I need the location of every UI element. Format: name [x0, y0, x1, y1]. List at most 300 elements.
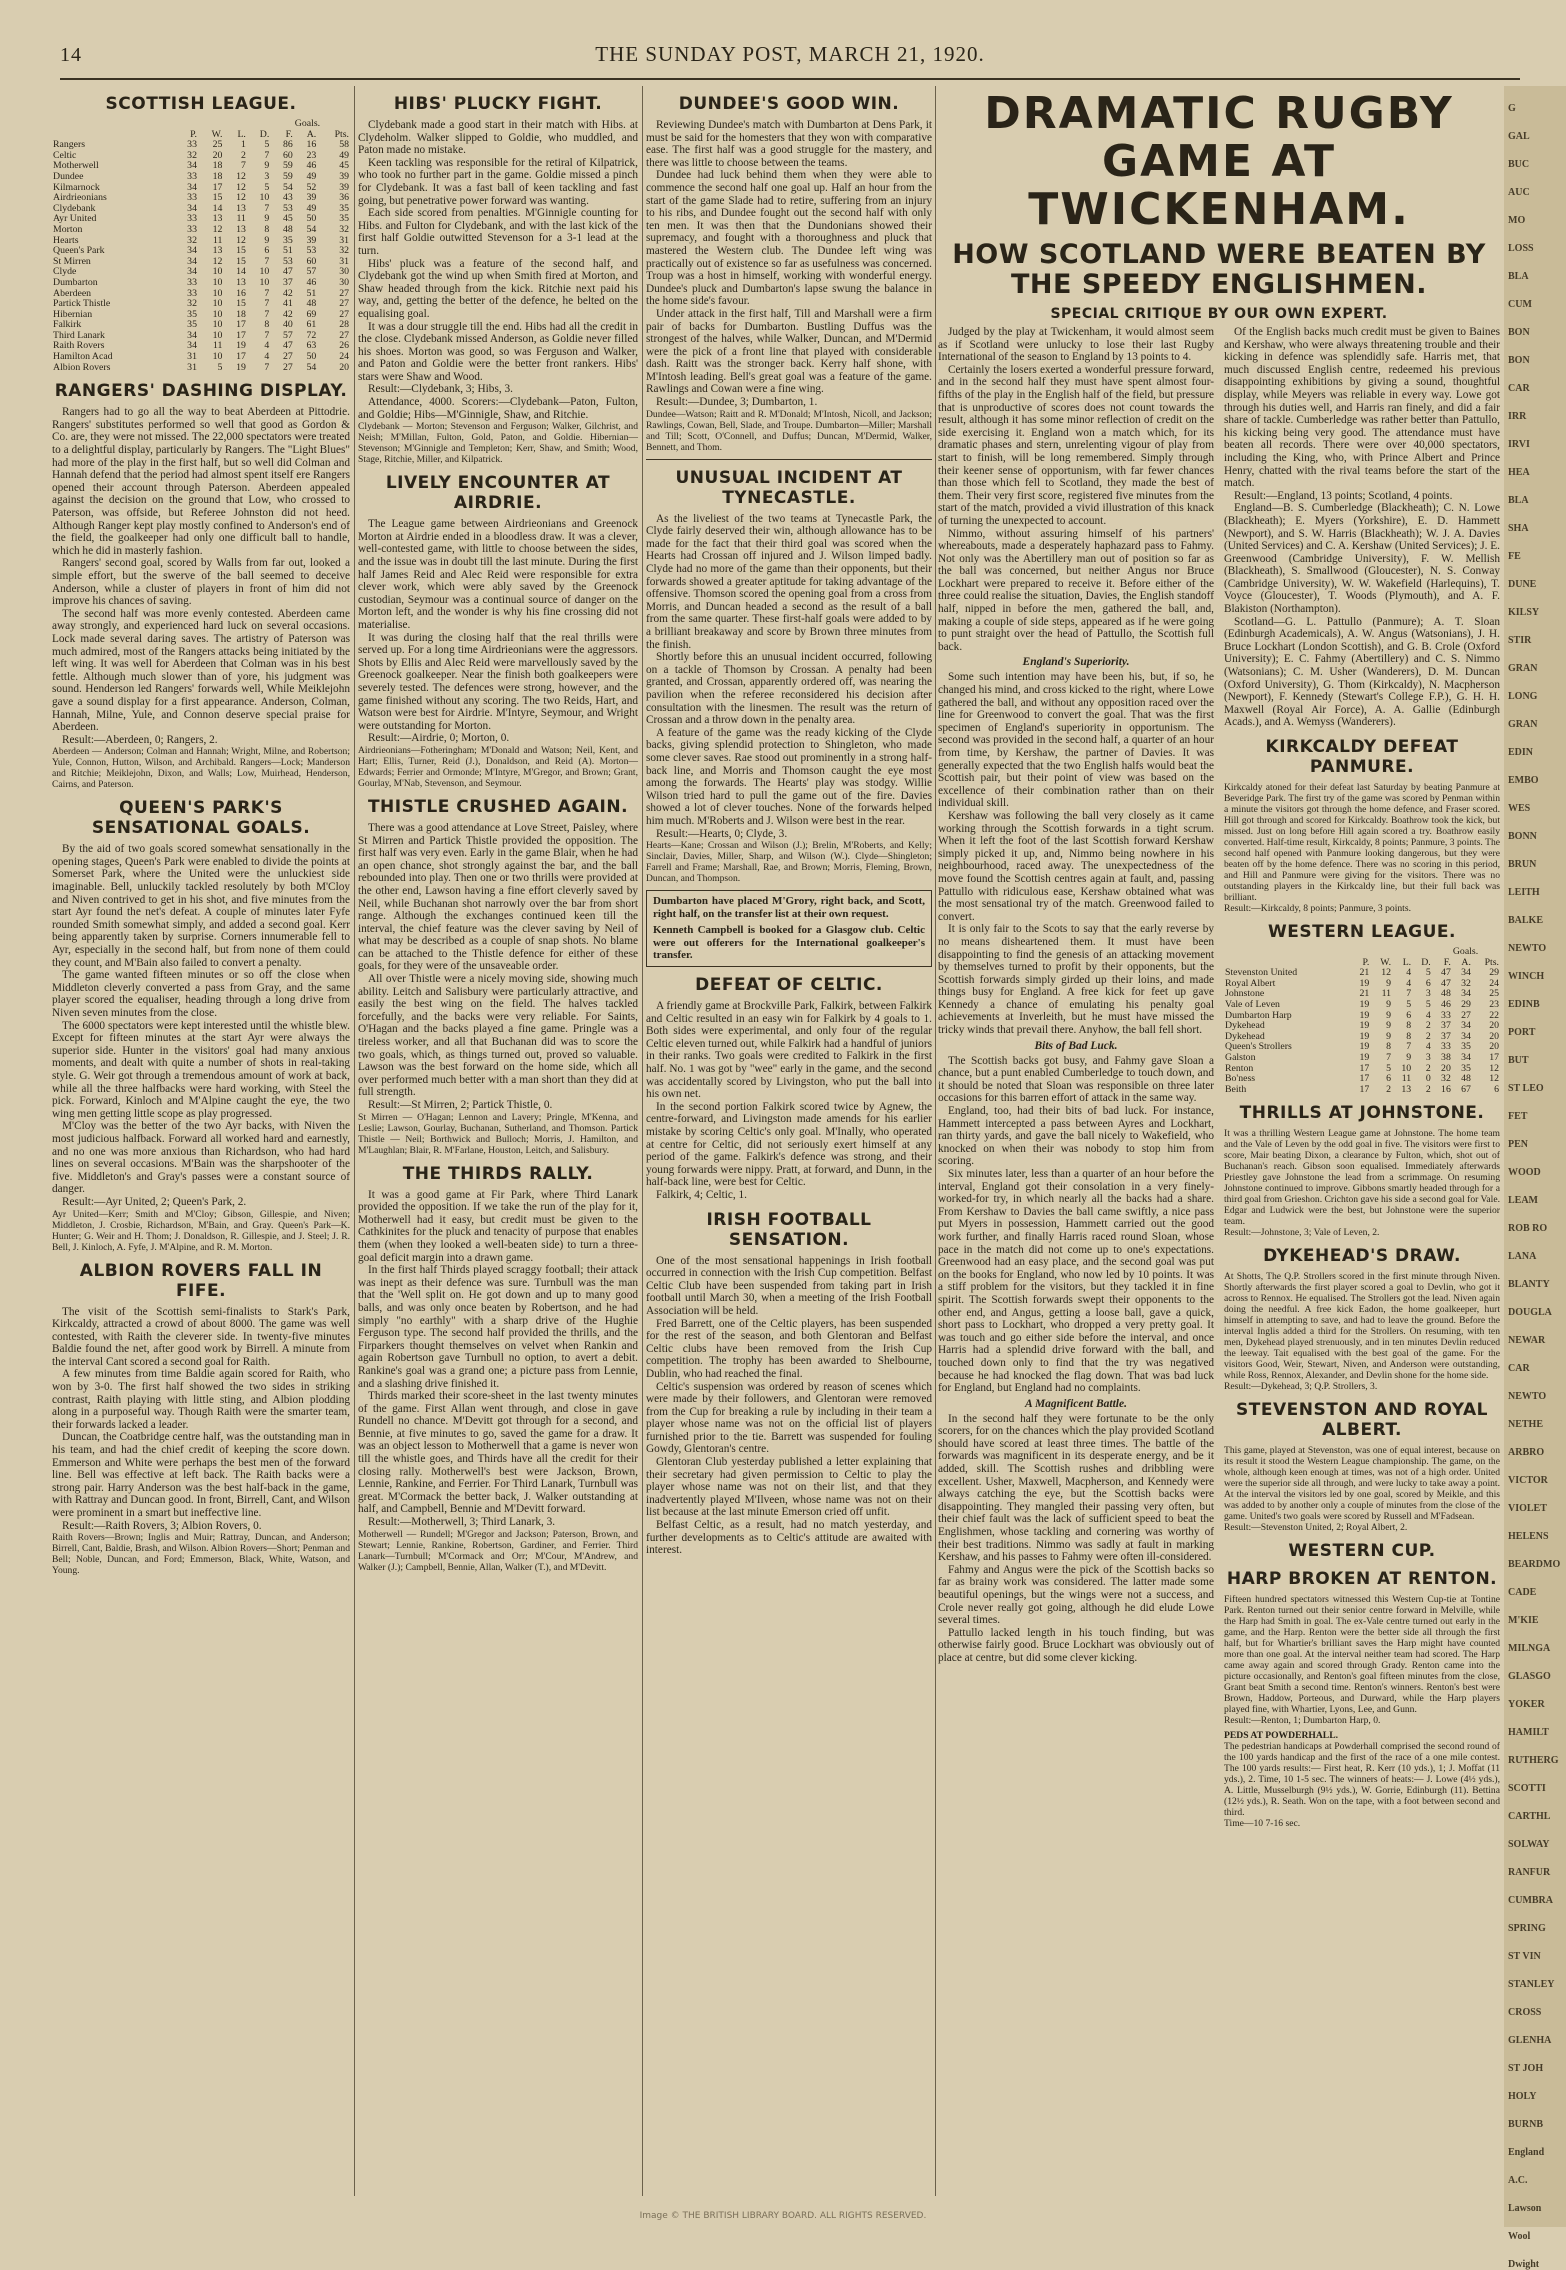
scottish-league-heading: SCOTTISH LEAGUE. — [105, 94, 297, 114]
stat-cell: 48 — [282, 223, 293, 235]
stat-cell: 5 — [217, 361, 223, 373]
edge-text-fragment: VICTOR — [1508, 1475, 1548, 1486]
rugby-paragraph: Scotland—G. L. Pattullo (Panmure); A. T. Sloan (Edinburgh Academicals), A. W. Angus (Watsonians), J. H. Bruce Lockhart (London Scottish), and G. B. Crole (Oxford University); E. C. Fahmy (Abertillery) and C. S. Nimmo (Watsonians); C. M. Usher (Wanderers), D. M. Duncan (Oxford University), G. Thom (Kirkcaldy), N. Macpherson (Newport), F. Kennedy (Stewart's College F.P.), G. H. H. Maxwell (Royal Air Force), A. A. Gallie (Edinburgh Acads.), and A. Wemyss (Wanderers). — [1224, 615, 1500, 729]
stat-cell: 38 — [1441, 1051, 1451, 1063]
stat-cell: 10 — [259, 266, 270, 278]
edge-text-fragment: DUNE — [1508, 579, 1537, 590]
stat-cell: 10 — [259, 192, 270, 204]
edge-text-fragment: FET — [1508, 1111, 1528, 1122]
page-number: 14 — [60, 44, 82, 66]
stat-cell: 35 — [339, 213, 349, 225]
celtic-heading: DEFEAT OF CELTIC. — [695, 975, 883, 996]
stat-cell: 31 — [187, 351, 197, 363]
stat-cell: 33 — [187, 223, 197, 235]
edge-text-fragment: FE — [1508, 551, 1521, 562]
goals-label: Goals. — [1452, 946, 1479, 957]
thirds-paragraph: In the first half Thirds played scraggy football; their attack was inept as their defence was sure. Turnbull was the man that the 'Well split on. He got down and up to many good balls, and was only once beaten by Robertson, and he had simply "no earthly" with a sharp drive of the Hughie Ferguson type. The second half provided the thrills, and the Firparkers thought themselves on velvet when Rankin and again Robertson gave Turnbull no option, to avert a debit. Rankine's goal was a grand one; a picture pass from Lennie, and a slashing drive finished it. — [358, 1264, 638, 1390]
copyright-footer: Image © THE BRITISH LIBRARY BOARD. ALL RIGHTS RESERVED. — [639, 2211, 927, 2221]
stat-cell: 2 — [1386, 1083, 1392, 1095]
column-1 — [52, 86, 350, 2196]
scottish-league-table — [52, 119, 350, 373]
stat-cell: 69 — [306, 308, 317, 320]
edge-text-fragment: EDIN — [1508, 747, 1534, 758]
celtic-article — [646, 1000, 932, 1202]
stat-cell: 24 — [1489, 977, 1499, 989]
stat-cell: 16 — [236, 287, 246, 299]
tynecastle-teams: Hearts—Kane; Crossan and Wilson (J.); Brelin, M'Roberts, and Kelly; Sinclair, Davies, Miller, Sharp, and Wilson (W.). Clyde—Shingleton; Farrell and Frame; Marshall, Rae, and Brown; Morris, Fleming, Brown, Duncan, and Thompson. — [646, 840, 932, 885]
stat-cell: 19 — [1359, 1051, 1370, 1063]
stat-cell: 53 — [282, 202, 293, 214]
adjacent-page-edge — [1504, 86, 1566, 2270]
edge-text-fragment: BRUN — [1508, 859, 1537, 870]
stat-cell: 12 — [212, 223, 223, 235]
stat-cell: 4 — [1425, 1041, 1431, 1053]
stat-cell: 27 — [282, 351, 293, 363]
stat-cell: 27 — [339, 287, 349, 299]
stat-cell: 9 — [1386, 1030, 1392, 1042]
edge-text-fragment: Lawson — [1508, 2203, 1542, 2214]
stat-cell: 51 — [306, 287, 317, 299]
stat-cell: 9 — [264, 234, 270, 246]
edge-text-fragment: WINCH — [1508, 971, 1545, 982]
stat-cell: 6 — [264, 245, 270, 257]
stat-cell: 15 — [236, 245, 246, 257]
queens-park-paragraph: Result:—Ayr United, 2; Queen's Park, 2. — [62, 1195, 247, 1208]
edge-text-fragment: WES — [1508, 803, 1531, 814]
column-header: P. — [190, 128, 197, 140]
stevenston-heading: STEVENSTON AND ROYAL ALBERT. — [1236, 1400, 1488, 1441]
irish-article — [646, 1255, 932, 1557]
stat-cell: 25 — [1489, 988, 1499, 1000]
rugby-paragraph: Judged by the play at Twickenham, it would almost seem as if Scotland were unlucky to lose their last Rugby International of the season to England by 13 points to 4. — [938, 326, 1214, 364]
tynecastle-paragraph: As the liveliest of the two teams at Tynecastle Park, the Clyde fairly deserved their win, although allowance has to be made for the fact that their third goal was scored when the Hearts had Crossan off injured and J. Wilson limped badly. Clyde had no more of the game than their opponents, but their forwards showed a greater aptitude for taking advantage of the offensive. Thomson scored the opening goal from a cross from Morris, and Duncan headed a second as the result of a ball from the same quarter. These first-half goals were added to by a brilliant breakaway and score by Brown three minutes from the finish. — [646, 512, 932, 651]
western-cup-heading: WESTERN CUP. — [1288, 1541, 1436, 1562]
stat-cell: 15 — [236, 255, 246, 267]
stat-cell: 14 — [236, 266, 246, 278]
edge-text-fragment: KILSY — [1508, 607, 1540, 618]
stat-cell: 7 — [264, 329, 270, 341]
stat-cell: 13 — [236, 223, 246, 235]
rugby-left-column — [938, 326, 1214, 1829]
stat-cell: 17 — [1489, 1051, 1499, 1063]
stat-cell: 10 — [212, 276, 223, 288]
airdrie-paragraph: The League game between Airdrieonians and Greenock Morton at Airdrie ended in a bloodless draw. It was a clever, well-contested game, with little to choose between the sides, and the issue was in doubt till the last minute. During the first half James Reid and Alec Reid were responsible for extra clever work, which were ably saved by the Greenock custodian, Seymour was a continual source of danger on the Morton left, and the wonder is why his fine crossing did not materialise. — [358, 518, 638, 631]
edge-text-fragment: LOSS — [1508, 243, 1534, 254]
edge-text-fragment: ST VIN — [1508, 1951, 1541, 1962]
stat-cell: 18 — [212, 160, 223, 172]
stat-cell: 3 — [264, 170, 270, 182]
stat-cell: 12 — [212, 255, 223, 267]
rugby-paragraph: Fahmy and Angus were the pick of the Scottish backs so far as brainy work was considered. The latter made some beautiful openings, but the wings were not a success, and Crole never really got going, although he did elude Lowe several times. — [938, 1563, 1214, 1627]
harp-text: Fifteen hundred spectators witnessed this Western Cup-tie at Tontine Park. Renton turned out their senior centre forward in Melville, while the Harp had Smith in goal. The ex-Vale centre turned out early in the game, and the Harp. Renton were the better side all through the first half, but for Whartier's brilliant saves the Harp might have counted more than one goal. At the interval neither team had scored. The Harp came away again and scored through Grady. Renton came into the picture occasionally, and Renton's goal fifteen minutes from the close, Grant beat Smith a second time. Renton's winners. Renton's best were Brown, Haddow, Porteous, and Durward, while the Harp players played fine, with Whartier, Lyons, Lee, and Gunn. — [1224, 1594, 1500, 1716]
team-name: Hibernian — [53, 308, 93, 320]
irish-paragraph: Fred Barrett, one of the Celtic players, has been suspended for the rest of the season, and both Glentoran and Belfast Celtic clubs have been removed from the Irish Cup competition. The trophy has been awarded to Shelbourne, Dublin, who had reached the final. — [646, 1317, 932, 1380]
masthead — [60, 40, 1520, 74]
team-name: St Mirren — [53, 255, 91, 267]
stat-cell: 7 — [264, 287, 270, 299]
edge-text-fragment: ST JOH — [1508, 2063, 1544, 2074]
column-header: L. — [1402, 956, 1412, 968]
stat-cell: 20 — [1489, 1030, 1499, 1042]
johnstone-text: It was a thrilling Western League game at Johnstone. The home team and the Vale of Leven by the odd goal in five. The visitors were first to score, Mair beating Dixon, a clearance by Fulton, which, shot out of Buchanan's reach. Gibson soon equalised. Immediately afterwards Priestley gave Johnstone the lead from a scrimmage. On resuming Johnstone continued to improve. Gibbons smartly headed through for a third goal from Grieshon. Crichton gave his side a second goal for Vale. Edgar and Ludwick were the best, but Johnstone were the superior team. — [1224, 1128, 1500, 1228]
team-name: Dumbarton — [53, 276, 98, 288]
stat-cell: 47 — [282, 266, 293, 278]
edge-text-fragment: GRAN — [1508, 663, 1538, 674]
thistle-paragraph: Result:—St Mirren, 2; Partick Thistle, 0. — [368, 1099, 553, 1111]
stat-cell: 34 — [187, 340, 197, 352]
tynecastle-article — [646, 513, 932, 840]
column-header: W. — [211, 128, 223, 140]
rangers-paragraph: Rangers' second goal, scored by Walls from far out, looked a simple effort, but the swerve of the ball seemed to deceive Anderson, while a cluster of players in front of him did not improve his chances of saving. — [52, 557, 350, 608]
stat-cell: 10 — [259, 276, 270, 288]
stat-cell: 50 — [306, 213, 317, 225]
edge-text-fragment: MILNGA — [1508, 1643, 1551, 1654]
rugby-paragraph: England, too, had their bits of bad luck. For instance, Hammett intercepted a pass between Ayres and Lockhart, ran thirty yards, and gave the ball nicely to Wakefield, who knocked on when their was nobody to stop him from scoring. — [938, 1105, 1214, 1168]
column-header: W. — [1380, 956, 1392, 968]
stat-cell: 15 — [212, 192, 223, 204]
stat-cell: 16 — [1441, 1083, 1451, 1095]
stat-cell: 11 — [236, 213, 246, 225]
edge-text-fragment: LONG — [1508, 691, 1538, 702]
johnstone-result: Result:—Johnstone, 3; Vale of Leven, 2. — [1224, 1227, 1380, 1239]
airdrie-paragraph: It was during the closing half that the real thrills were served up. For a long time Airdrieonians were the aggressors. Shots by Ellis and Alec Reid were marvellously saved by the Greenock goalkeeper. Near the finish both goalkeepers were severely tested. The defences were strong, however, and the game finished without any scoring. The two Reids, Hart, and Watson were best for Airdrie. M'Intyre, Seymour, and Wright were outstanding for Morton. — [358, 631, 638, 732]
stat-cell: 12 — [1381, 967, 1392, 979]
table-row — [52, 310, 350, 321]
albion-paragraph: A few minutes from time Baldie again scored for Raith, who won by 3-0. The first half showed the two sides in striking contrast, Raith playing with little sting, and Albion plodding along in a purposeful way. Though Raith were the smarter team, their forwards lacked a leader. — [52, 1368, 350, 1431]
stat-cell: 32 — [1461, 977, 1471, 989]
stat-cell: 19 — [236, 340, 246, 352]
stat-cell: 21 — [1359, 988, 1370, 1000]
queens-park-teams: Ayr United—Kerr; Smith and M'Cloy; Gibson, Gillespie, and Niven; Middleton, J. Crosbie, Richardson, M'Bain, and Gray. Queen's Park—K. Hunter; G. Weir and H. Thom; J. Donaldson, R. Gillespie, and J. Steel; J. R. Bell, J. Kinloch, A. Fyfe, J. M'Alpine, and R. M. Morton. — [52, 1208, 350, 1253]
stat-cell: 42 — [282, 287, 293, 299]
kirkcaldy-text: Kirkcaldy atoned for their defeat last Saturday by beating Panmure at Beveridge Park. The first try of the game was scored by Penman within a minute the visitors got through the home defence, and Fraser scored. Hill got through and scored for Kirkcaldy. Boathrow took the kick, but missed. Just on long before Hill again scored a try. Boathrow easily converted. Half-time result, Kirkcaldy, 8 points; Panmure, 3 points. The second half opened with Panmure looking dangerous, but they were beaten off by the home defence. There was no scoring in this period, and Hill and Panmure were giving for the visitors. There was no outstanding players in the Kirkcaldy line, but their full back was brilliant. — [1224, 782, 1500, 903]
rugby-paragraph: Kershaw was following the ball very closely as it came working through the Scottish forwards in a tight scrum. When it left the foot of the last Scottish forward Kershaw simply picked it up, and, Nimmo being nowhere in his neighbourhood, raced away. The unexpectedness of the move found the Scottish centres again at fault, and, passing Pattullo with ridiculous ease, Kershaw obtained what was the most sensational try of the match. Greenwood failed to convert. — [938, 809, 1214, 923]
rangers-paragraph: Result:—Aberdeen, 0; Rangers, 2. — [62, 733, 218, 746]
thirds-teams: Motherwell — Rundell; M'Gregor and Jackson; Paterson, Brown, and Stewart; Lennie, Rankine, Robertson, Gardiner, and Ferrier. Third Lanark—Turnbull; M'Cormack and Orr; M'Cour, M'Andrew, and Walker (J.); Campbell, Bennie, Allan, Walker (T.), and M'Devitt. — [358, 1528, 638, 1573]
stat-cell: 34 — [1461, 1020, 1471, 1032]
stat-cell: 19 — [1359, 977, 1370, 989]
team-name: Falkirk — [53, 319, 82, 331]
stat-cell: 60 — [282, 149, 293, 161]
thistle-heading: THISTLE CRUSHED AGAIN. — [367, 796, 629, 817]
stat-cell: 9 — [1386, 977, 1392, 989]
hibs-paragraph: Result:—Clydebank, 3; Hibs, 3. — [368, 383, 513, 396]
edge-text-fragment: CAR — [1508, 1363, 1530, 1374]
tynecastle-heading: UNUSUAL INCIDENT AT TYNECASTLE. — [675, 467, 903, 508]
stat-cell: 47 — [1441, 977, 1451, 989]
stat-cell: 2 — [1425, 1020, 1431, 1032]
thistle-paragraph: All over Thistle were a nicely moving side, showing much ability. Leitch and Salisbury were particularly attractive, and easily the best wing on the field. The halves tackled forcefully, and the backs were very reliable. For Saints, O'Hagan and the backs played a fine game. Pringle was a tireless worker, and all that Buchanan did was to score the two goals, which, as things turned out, proved so valuable. Lawson was the best forward on the home side, which all over performed much better with a man short than they did at full strength. — [358, 973, 638, 1099]
stat-cell: 24 — [339, 351, 349, 363]
stat-cell: 59 — [282, 170, 293, 182]
column-divider — [354, 86, 355, 2196]
stat-cell: 45 — [339, 160, 349, 172]
team-name: Beith — [1225, 1083, 1247, 1095]
table-row — [52, 363, 350, 374]
stat-cell: 49 — [339, 149, 349, 161]
edge-text-fragment: NEWAR — [1508, 1335, 1546, 1346]
stat-cell: 17 — [212, 181, 223, 193]
edge-text-fragment: CROSS — [1508, 2007, 1542, 2018]
stat-cell: 39 — [339, 181, 349, 193]
thirds-paragraph: Thirds marked their score-sheet in the last twenty minutes of the game. First Allan went through, and close in gave Rundell no chance. M'Devitt got through for a second, and Bennie, at five minutes to go, saved the game for a draw. It was an object lesson to Motherwell that a game is never won till the whistle goes, and Thirds have all the credit for their closing rally. Motherwell's best were Jackson, Brown, Lennie, Rankine, and Ferrier. For Third Lanark, Turnbull was great. M'Cormack the better back, J. Walker outstanding at half, and Campbell, Bennie and M'Devitt forward. — [358, 1390, 638, 1516]
rugby-sub-superiority: England's Superiority. — [1022, 656, 1130, 669]
stat-cell: 5 — [1386, 1062, 1392, 1074]
thistle-paragraph: There was a good attendance at Love Street, Paisley, where St Mirren and Partick Thistle provided the opposition. The first half was very even. Early in the game Blair, when he had an open chance, shot strongly against the bar, and the ball rebounded into play. Then one or two thrills were provided at the other end, Lawson having a fine effort cleverly saved by Neil, while Buchanan shot narrowly over the bar from short range. Although the exchanges continued keen till the interval, the chief feature was the clever saving by Neil of what may be described as a couple of snap shots. No blame can be attached to the Thistle defence for either of these goals, for they were of the unsaveable order. — [358, 821, 638, 973]
stat-cell: 8 — [1406, 1030, 1412, 1042]
stat-cell: 13 — [1401, 1083, 1412, 1095]
airdrie-article — [358, 518, 638, 745]
stat-cell: 12 — [1489, 1062, 1499, 1074]
stat-cell: 11 — [1381, 988, 1392, 1000]
edge-text-fragment: IRR — [1508, 411, 1527, 422]
stat-cell: 7 — [264, 361, 270, 373]
edge-text-fragment: GLENHA — [1508, 2035, 1552, 2046]
stat-cell: 8 — [1386, 1041, 1392, 1053]
stat-cell: 3 — [1425, 1051, 1431, 1063]
edge-text-fragment: CAR — [1508, 383, 1530, 394]
edge-text-fragment: MO — [1508, 215, 1526, 226]
team-name: Aberdeen — [53, 287, 92, 299]
stat-cell: 34 — [187, 202, 197, 214]
rugby-critique-heading: SPECIAL CRITIQUE BY OUR OWN EXPERT. — [1050, 306, 1388, 322]
stat-cell: 7 — [264, 202, 270, 214]
stat-cell: 39 — [339, 170, 349, 182]
edge-text-fragment: LANA — [1508, 1251, 1537, 1262]
team-name: Celtic — [53, 149, 77, 161]
edge-text-fragment: BONN — [1508, 831, 1537, 842]
edge-text-fragment: BLANTY — [1508, 1279, 1550, 1290]
stat-cell: 67 — [1461, 1083, 1471, 1095]
stat-cell: 33 — [187, 170, 197, 182]
edge-text-fragment: PEN — [1508, 1139, 1528, 1150]
table-row — [52, 257, 350, 268]
harp-heading: HARP BROKEN AT RENTON. — [1226, 1569, 1498, 1590]
edge-text-fragment: CUM — [1508, 299, 1532, 310]
rangers-paragraph: The second half was more evenly contested. Aberdeen came away strongly, and experienced hard luck on several occasions. Lock made several daring saves. The artistry of Paterson was much admired, most of the Rangers attacks being initiated by the left wing. It was well for Aberdeen that Colman was in his best fettle. Although much slower than of yore, his judgment was sound. Henderson led Rangers' forwards well, While Meiklejohn gave a sound display for a first appearance. Anderson, Colman, Hannah, Milne, Yule, and Connon deserve special praise for Aberdeen. — [52, 607, 350, 734]
powderhall-heading: PEDS AT POWDERHALL. — [1224, 1730, 1338, 1742]
stat-cell: 4 — [264, 340, 270, 352]
edge-text-fragment: England — [1508, 2147, 1545, 2158]
stat-cell: 17 — [1359, 1073, 1370, 1085]
rugby-subhead: HOW SCOTLAND WERE BEATEN BY THE SPEEDY ENGLISHMEN. — [952, 239, 1486, 300]
stat-cell: 5 — [1425, 967, 1431, 979]
stat-cell: 46 — [306, 160, 317, 172]
edge-text-fragment: GRAN — [1508, 719, 1538, 730]
celtic-paragraph: In the second portion Falkirk scored twice by Agnew, the centre-forward, and Livingston made amends for his earlier mistake by scoring Celtic's only goal. M'Inally, who operated at centre for Celtic, did not seriously exert himself at any period of the game. Falkirk's defence was strong, and their young forwards were nippy. Pratt, at forward, and Dunn, in the half-back line, were best for Celtic. — [646, 1100, 932, 1189]
albion-paragraph: The visit of the Scottish semi-finalists to Stark's Park, Kirkcaldy, attracted a crowd of about 8000. The game was well contested, with Raith the cleverer side. In twenty-five minutes Baldie found the net, after good work by Birrell. A minute from the interval Cant scored a second goal for Raith. — [52, 1305, 350, 1368]
stat-cell: 6 — [1406, 1009, 1412, 1021]
edge-text-fragment: STANLEY — [1508, 1979, 1555, 1990]
stat-cell: 34 — [1461, 1051, 1471, 1063]
edge-text-fragment: BLA — [1508, 271, 1529, 282]
stat-cell: 19 — [1359, 998, 1370, 1010]
queens-park-heading: QUEEN'S PARK'S SENSATIONAL GOALS. — [91, 798, 311, 839]
stat-cell: 39 — [306, 234, 317, 246]
powderhall-text: The pedestrian handicaps at Powderhall comprised the second round of the 100 yards handicap and the first of the race of a one mile contest. The 100 yards results:— First heat, R. Kerr (10 yds.), 1; J. Moffat (11 yds.), 2. Time, 10 1-5 sec. The winners of heats:— J. Lowe (4½ yds.), A. Little, Musselburgh (9½ yds.), W. Gorrie, Edinburgh (11). Bettina (12½ yds.), R. Seath. Won on the tape, with a foot between second and third. — [1224, 1741, 1500, 1819]
table-row — [52, 161, 350, 172]
edge-text-fragment: HELENS — [1508, 1531, 1549, 1542]
stat-cell: 12 — [236, 234, 246, 246]
stat-cell: 13 — [236, 276, 246, 288]
edge-text-fragment: EMBO — [1508, 775, 1539, 786]
edge-text-fragment: EDINB — [1508, 999, 1540, 1010]
stat-cell: 5 — [264, 139, 270, 151]
stat-cell: 6 — [1425, 977, 1431, 989]
column-3 — [646, 86, 932, 2196]
column-divider — [935, 86, 936, 2196]
column-header: A. — [306, 128, 317, 140]
table-row — [1224, 1053, 1500, 1064]
stat-cell: 42 — [282, 308, 293, 320]
hibs-paragraph: Keen tackling was responsible for the retiral of Kilpatrick, who took no further part in the game. Goldie missed a pinch for Clydebank. It was a fast ball of keen tackling and fast going, but penetrative power forward was wanting. — [358, 156, 638, 207]
hibs-paragraph: Hibs' pluck was a feature of the second half, and Clydebank got the wind up when Smith fired at Morton, and Shaw headed through from the kick. Ritchie next paid his way, and, getting the better of the defence, he belted on the equalising goal. — [358, 257, 638, 320]
team-name: Renton — [1225, 1062, 1254, 1074]
stat-cell: 49 — [306, 170, 317, 182]
stat-cell: 33 — [187, 213, 197, 225]
irish-paragraph: Glentoran Club yesterday published a letter explaining that their secretary had given permission to Celtic to play the player whose name was not on their list, and that they inadvertently played M'Ilveen, whose name was not on their list because at the last minute Emerson cried off unfit. — [646, 1456, 932, 1519]
divider — [646, 459, 932, 460]
stat-cell: 40 — [282, 319, 293, 331]
stat-cell: 23 — [1489, 998, 1499, 1010]
stat-cell: 32 — [187, 298, 197, 310]
edge-text-fragment: NEWTO — [1508, 943, 1547, 954]
team-name: Bo'ness — [1225, 1073, 1256, 1085]
column-header: Pts. — [334, 128, 349, 140]
stat-cell: 19 — [1359, 1041, 1370, 1053]
stat-cell: 50 — [306, 351, 317, 363]
rugby-sub-battle: A Magnificent Battle. — [1025, 1397, 1127, 1410]
edge-text-fragment: M'KIE — [1508, 1615, 1539, 1626]
hibs-teams: Clydebank — Morton; Stevenson and Ferguson; Walker, Gilchrist, and Neish; M'Millan, Fulton, Gold, Paton, and Goldie. Hibernian—Stevenson; M'Ginnigle and Templeton; Kerr, Shaw, and Smith; Wood, Stage, Ritchie, Miller, and Kilpatrick. — [358, 421, 638, 466]
stat-cell: 10 — [1401, 1062, 1412, 1074]
hibs-paragraph: Attendance, 4000. Scorers:—Clydebank—Paton, Fulton, and Goldie; Hibs—M'Ginnigle, Shaw, and Ritchie. — [358, 396, 638, 421]
team-name: Dumbarton Harp — [1225, 1009, 1292, 1021]
stat-cell: 32 — [339, 223, 349, 235]
stat-cell: 4 — [1425, 1009, 1431, 1021]
stat-cell: 47 — [282, 340, 293, 352]
edge-text-fragment: SOLWAY — [1508, 1839, 1550, 1850]
stat-cell: 26 — [339, 340, 349, 352]
stat-cell: 9 — [1386, 1020, 1392, 1032]
albion-paragraph: Duncan, the Coatbridge centre half, was the outstanding man in his team, and had the chief credit of keeping the score down. Emmerson and White were perhaps the best men of the forward line. Bell was effective at left back. The Raith backs were a strong pair. Harry Anderson was the best half-back in the game, with Rattray and Duncan good. In front, Birrell, Cant, and Wilson were prominent in a smart but ineffective line. — [52, 1431, 350, 1519]
stat-cell: 54 — [306, 223, 317, 235]
edge-text-fragment: BALKE — [1508, 915, 1544, 926]
stat-cell: 9 — [264, 213, 270, 225]
stat-cell: 11 — [1401, 1073, 1412, 1085]
hibs-heading: HIBS' PLUCKY FIGHT. — [393, 94, 603, 114]
stat-cell: 31 — [187, 361, 197, 373]
table-row — [1224, 1085, 1500, 1096]
stat-cell: 29 — [1461, 998, 1471, 1010]
stat-cell: 48 — [306, 298, 317, 310]
thirds-paragraph: It was a good game at Fir Park, where Third Lanark provided the opposition. If we take the run of the play for it, Motherwell had it easy, but credit must be given to the Cathkinites for the pluck and tenacity of purpose that enables them (when they looked a well-beaten side) to turn a three-goal deficit margin into a drawn game. — [358, 1188, 638, 1264]
edge-text-fragment: BEARDMO — [1508, 1559, 1561, 1570]
stat-cell: 7 — [264, 298, 270, 310]
stat-cell: 33 — [187, 192, 197, 204]
stat-cell: 34 — [1461, 967, 1471, 979]
stat-cell: 17 — [236, 319, 246, 331]
edge-text-fragment: BUC — [1508, 159, 1530, 170]
stat-cell: 27 — [1461, 1009, 1471, 1021]
stat-cell: 12 — [236, 192, 246, 204]
queens-park-paragraph: The game wanted fifteen minutes or so off the close when Middleton cleverly converted a pass from Gray, and the same player scored the equaliser, heading through a long drive from Niven seven minutes from the close. — [52, 969, 350, 1019]
stat-cell: 13 — [212, 245, 223, 257]
column-header: F. — [1443, 956, 1451, 968]
stat-cell: 60 — [306, 255, 317, 267]
stat-cell: 22 — [1489, 1009, 1499, 1021]
stat-cell: 35 — [1461, 1041, 1471, 1053]
edge-text-fragment: VIOLET — [1508, 1503, 1547, 1514]
tynecastle-paragraph: A feature of the game was the ready kicking of the Clyde backs, giving splendid protection to Shingleton, who made some clever saves. Rae stood out prominently in a strong half-back line, and Morris and Thomson caught the eye most among the forwards. The Hearts' play was stodgy. Willie Wilson tried hard to pull the game out of the fire. Davies showed a lot of clever touches. None of the forwards helped him much. M'Roberts and J. Wilson were best in the rear. — [646, 726, 932, 827]
dykehead-text: At Shotts, The Q.P. Strollers scored in the first minute through Niven. Shortly afterwards the first player scored a goal to Devlin, who got it across to Rennox. He equalised. The Strollers got the lead. Niven again doing the needful. A free kick Eadon, the home goalkeeper, hurt himself in attempting to save, and had to leave the ground. Before the interval Inglis added a third for the Strollers. On resuming, with ten men, Dykehead played strenuously, and in ten minutes Devlin reduced the leeway. Tait equalised with the best goal of the game. For the visitors Good, Weir, Stewart, Niven, and Anderson were outstanding, while Ross, Rennox, Alexander, and Devlin shone for the home side. — [1224, 1271, 1500, 1382]
stat-cell: 37 — [1441, 1020, 1451, 1032]
edge-text-fragment: A.C. — [1508, 2175, 1528, 2186]
thistle-teams: St Mirren — O'Hagan; Lennon and Lavery; Pringle, M'Kenna, and Leslie; Lawson, Gourlay, Buchanan, Sutherland, and Thomson. Partick Thistle — Neil; Borthwick and Bulloch; Morris, J. Hamilton, and M'Laughlan; Blair, R. M'Farlane, Houston, Leitch, and Salisbury. — [358, 1111, 638, 1156]
irish-paragraph: One of the most sensational happenings in Irish football occurred in connection with the Irish Cup competition. Belfast Celtic Club have been suspended from taking part in Irish football until March 30, when a meeting of the Irish Football Association will be held. — [646, 1254, 932, 1317]
stat-cell: 17 — [236, 351, 246, 363]
thirds-heading: THE THIRDS RALLY. — [402, 1163, 594, 1184]
stat-cell: 21 — [1359, 967, 1370, 979]
queens-park-paragraph: The 6000 spectators were kept interested until the whistle blew. Except for fifteen minutes at the start Ayr were always the superior side. Hunter in the visitors' goal had many anxious moments, and dealt with quite a number of shots in real-taking style. G. Weir got through a tremendous amount of work at back, while all the three halfbacks were hard working, with Steel the pick. Forward, Kinloch and M'Alpine caught the eye, the two wing men getting little scope as play progressed. — [52, 1019, 350, 1120]
stat-cell: 34 — [187, 255, 197, 267]
team-name: Hamilton Acad — [53, 351, 113, 363]
stat-cell: 15 — [236, 298, 246, 310]
rugby-paragraph: England—B. S. Cumberledge (Blackheath); C. N. Lowe (Blackheath); E. Myers (Yorkshire), E. D. Hammett (Newport), and S. W. Harris (Blackheath); W. J. A. Davies (United Services) and C. A. Kershaw (United Services); J. E. Greenwood (Cambridge University), F. W. Mellish (Blackheath), S. Smallwood (Gloucester), N. S. Conway (Cambridge University), W. W. Wakefield (Harlequins), T. Voyce (Gloucester), T. Woods (Plymouth), and A. F. Blakiston (Northampton). — [1224, 502, 1500, 616]
edge-text-fragment: BLA — [1508, 495, 1529, 506]
stat-cell: 45 — [282, 213, 293, 225]
rugby-paragraph: The Scottish backs got busy, and Fahmy gave Sloan a chance, but a punt enabled Cumberledge to touch down, and it should be noted that Sloan was responsible on three later occasions for this barren effort of attack in the same way. — [938, 1054, 1214, 1105]
dundee-article — [646, 119, 932, 409]
stat-cell: 10 — [212, 266, 223, 278]
edge-text-fragment: G — [1508, 103, 1516, 114]
stat-cell: 13 — [212, 213, 223, 225]
stat-cell: 48 — [1441, 988, 1451, 1000]
table-row — [52, 193, 350, 204]
rangers-teams: Aberdeen — Anderson; Colman and Hannah; Wright, Milne, and Robertson; Yule, Connon, Hutton, Wilson, and Archibald. Rangers—Lock; Manderson and Ritchie; Meiklejohn, Dixon, and Walls; Low, Muirhead, Henderson, Cairns, and Paterson. — [52, 746, 350, 791]
stat-cell: 14 — [212, 202, 223, 214]
stat-cell: 18 — [236, 308, 246, 320]
column-divider — [642, 86, 643, 2196]
edge-text-fragment: BURNB — [1508, 2119, 1544, 2130]
stat-cell: 58 — [339, 139, 349, 151]
stat-cell: 10 — [212, 319, 223, 331]
stat-cell: 13 — [236, 202, 246, 214]
rangers-heading: RANGERS' DASHING DISPLAY. — [54, 381, 348, 402]
rugby-paragraph: It is only fair to the Scots to say that the early reverse by no means disheartened them. It must have been disappointing to find the genesis of an attacking movement by themselves turned to profit by their opponents, but the Scottish forwards simply girded up their loins, and made things busy for England. A free kick for feet up gave Kennedy a chance of emulating his penalty goal achievements at Inverleith, but he must have missed the tricky winds that prevail there. Anyhow, the ball fell short. — [938, 923, 1214, 1037]
stat-cell: 4 — [1406, 967, 1412, 979]
stat-cell: 8 — [264, 223, 270, 235]
edge-text-fragment: DOUGLA — [1508, 1307, 1552, 1318]
dykehead-result: Result:—Dykehead, 3; Q.P. Strollers, 3. — [1224, 1381, 1378, 1393]
stat-cell: 12 — [236, 170, 246, 182]
stat-cell: 9 — [264, 160, 270, 172]
stat-cell: 61 — [306, 319, 317, 331]
stat-cell: 17 — [236, 329, 246, 341]
stat-cell: 32 — [187, 234, 197, 246]
kirkcaldy-heading: KIRKCALDY DEFEAT PANMURE. — [1265, 737, 1459, 777]
stat-cell: 20 — [212, 149, 223, 161]
edge-text-fragment: STIR — [1508, 635, 1532, 646]
table-row — [52, 246, 350, 257]
team-name: Morton — [53, 223, 83, 235]
table-row — [52, 172, 350, 183]
edge-text-fragment: ST LEO — [1508, 1083, 1544, 1094]
edge-text-fragment: WOOD — [1508, 1167, 1541, 1178]
stevenston-text: This game, played at Stevenston, was one of equal interest, because on its result it stood the Western League championship. The game, on the whole, although keen enough at times, was not of a high order. United were the superior side all through, and were lucky to take away a point. At the interval the visitors led by one goal, scored by Meikle, and this was added to by another only a couple of minutes from the close of the game. United's two goals were scored by Russell and M'Fadsean. — [1224, 1445, 1500, 1523]
albion-teams: Raith Rovers—Brown; Inglis and Muir; Rattray, Duncan, and Anderson; Birrell, Cant, Baldie, Brash, and Wilson. Albion Rovers—Short; Penman and Bell; Noble, Duncan, and Ford; Emmerson, Black, White, Watson, and Young. — [52, 1532, 350, 1577]
edge-text-fragment: HEA — [1508, 467, 1530, 478]
